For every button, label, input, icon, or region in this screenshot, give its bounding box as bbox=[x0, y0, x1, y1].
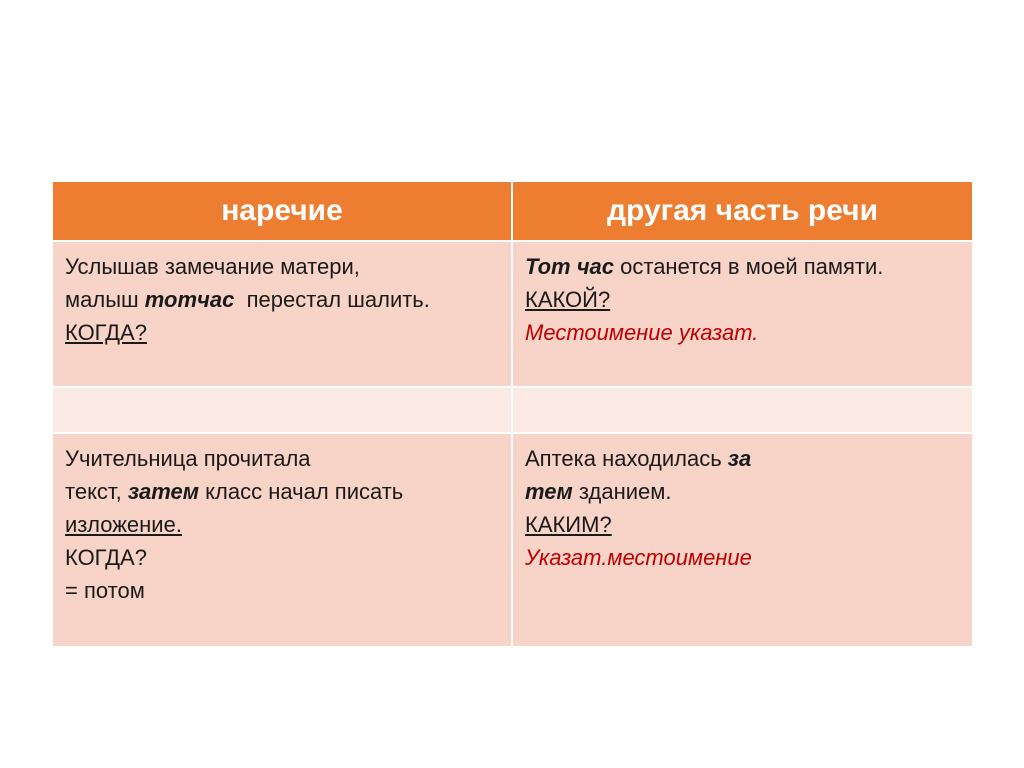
sentence-line bbox=[65, 283, 499, 316]
question-label: КАКИМ? bbox=[525, 512, 612, 537]
question-label: КОГДА? bbox=[65, 320, 147, 345]
table-spacer-row bbox=[52, 387, 973, 433]
sentence-text: Аптека находилась bbox=[525, 446, 728, 471]
part-of-speech-label: Указат.местоимение bbox=[525, 545, 752, 570]
part-of-speech-label: Местоимение указат. bbox=[525, 320, 759, 345]
empty-cell bbox=[512, 387, 973, 433]
sentence-line bbox=[525, 250, 960, 283]
empty-cell bbox=[52, 387, 512, 433]
cell-other-example-2 bbox=[512, 433, 973, 647]
sentence-text: класс начал писать bbox=[199, 479, 404, 504]
question-label: КАКОЙ? bbox=[525, 287, 611, 312]
table-row bbox=[52, 433, 973, 647]
sentence-line: Учительница прочитала bbox=[65, 446, 311, 471]
question-label: КОГДА? bbox=[65, 545, 147, 570]
highlighted-word: затем bbox=[127, 479, 200, 504]
sentence-line bbox=[525, 475, 960, 508]
synonym-label: = потом bbox=[65, 578, 145, 603]
highlighted-word: Тот час bbox=[525, 254, 615, 279]
highlighted-word: тотчас bbox=[144, 287, 235, 312]
sentence-line bbox=[65, 475, 499, 508]
sentence-text: текст, bbox=[65, 479, 128, 504]
header-other-part-of-speech: другая часть речи bbox=[512, 181, 973, 241]
sentence-line: Услышав замечание матери, bbox=[65, 254, 360, 279]
cell-adverb-example-1 bbox=[52, 241, 512, 387]
header-adverb: наречие bbox=[52, 181, 512, 241]
sentence-text: зданием. bbox=[572, 479, 672, 504]
sentence-text: останется в моей памяти. bbox=[614, 254, 884, 279]
cell-other-example-1 bbox=[512, 241, 973, 387]
table-row bbox=[52, 241, 973, 387]
sentence-line: изложение. bbox=[65, 512, 182, 537]
highlighted-word: за bbox=[727, 446, 752, 471]
highlighted-word: тем bbox=[525, 479, 573, 504]
cell-adverb-example-2 bbox=[52, 433, 512, 647]
sentence-text: перестал шалить. bbox=[234, 287, 430, 312]
sentence-text: малыш bbox=[65, 287, 145, 312]
comparison-table bbox=[51, 180, 974, 648]
table-header-row bbox=[52, 181, 973, 241]
sentence-line bbox=[525, 442, 960, 475]
